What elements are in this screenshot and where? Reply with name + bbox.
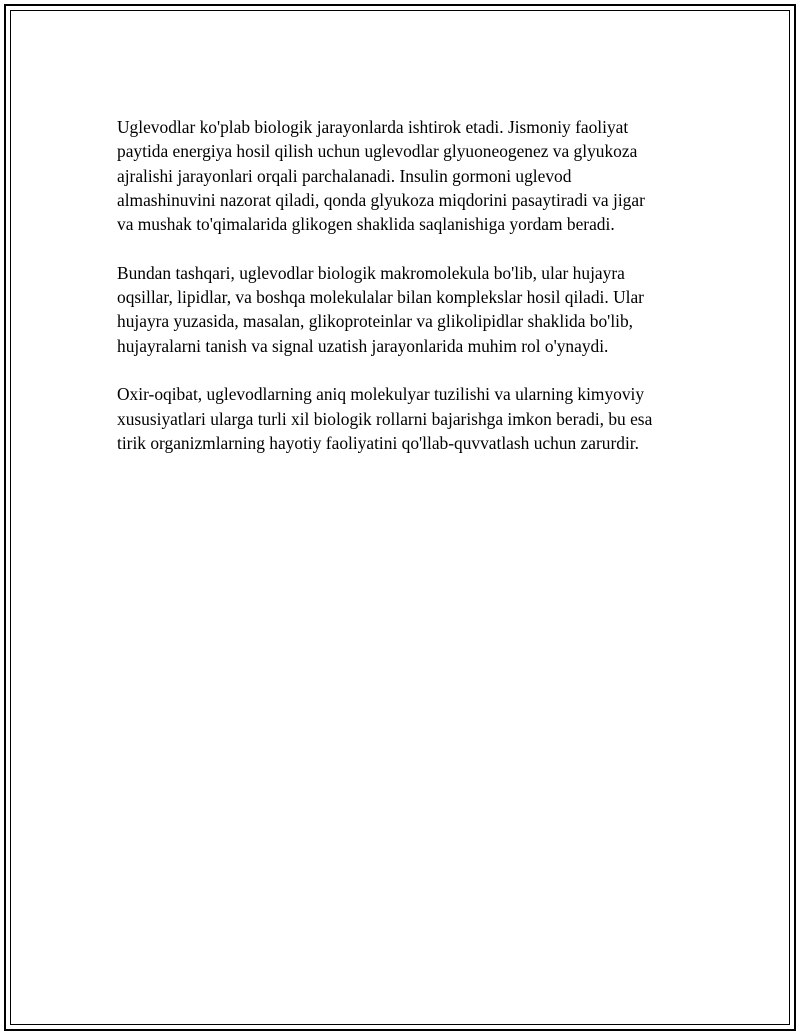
text-line: Oxir-oqibat, uglevodlarning aniq molekulyar tuzilishi va ularning kimyoviy [117, 384, 645, 405]
text-line: tirik organizmlarning hayotiy faoliyatini qo'llab-quvvatlash uchun zarurdir. [117, 432, 639, 453]
paragraph-3 [117, 382, 697, 455]
text-line: Bundan tashqari, uglevodlar biologik makromolekula bo'lib, ular hujayra [117, 262, 625, 283]
text-line: oqsillar, lipidlar, va boshqa molekulalar bilan komplekslar hosil qiladi. Ular [117, 287, 644, 308]
text-line: xususiyatlari ularga turli xil biologik rollarni bajarishga imkon beradi, bu esa [117, 408, 653, 429]
text-line: almashinuvini nazorat qiladi, qonda glyukoza miqdorini pasaytiradi va jigar [117, 189, 645, 210]
text-line: hujayra yuzasida, masalan, glikoproteinlar va glikolipidlar shaklida bo'lib, [117, 311, 634, 332]
text-line: paytida energiya hosil qilish uchun uglevodlar glyuoneogenez va glyukoza [117, 141, 638, 162]
text-line: hujayralarni tanish va signal uzatish jarayonlarida muhim rol o'ynaydi. [117, 335, 609, 356]
paragraph-2 [117, 261, 697, 358]
text-line: ajralishi jarayonlari orqali parchalanadi. Insulin gormoni uglevod [117, 165, 572, 186]
document-body [117, 115, 697, 455]
paragraph-1 [117, 115, 697, 236]
text-line: va mushak to'qimalarida glikogen shaklida saqlanishiga yordam beradi. [117, 214, 615, 235]
text-line: Uglevodlar ko'plab biologik jarayonlarda ishtirok etadi. Jismoniy faoliyat [117, 117, 629, 137]
